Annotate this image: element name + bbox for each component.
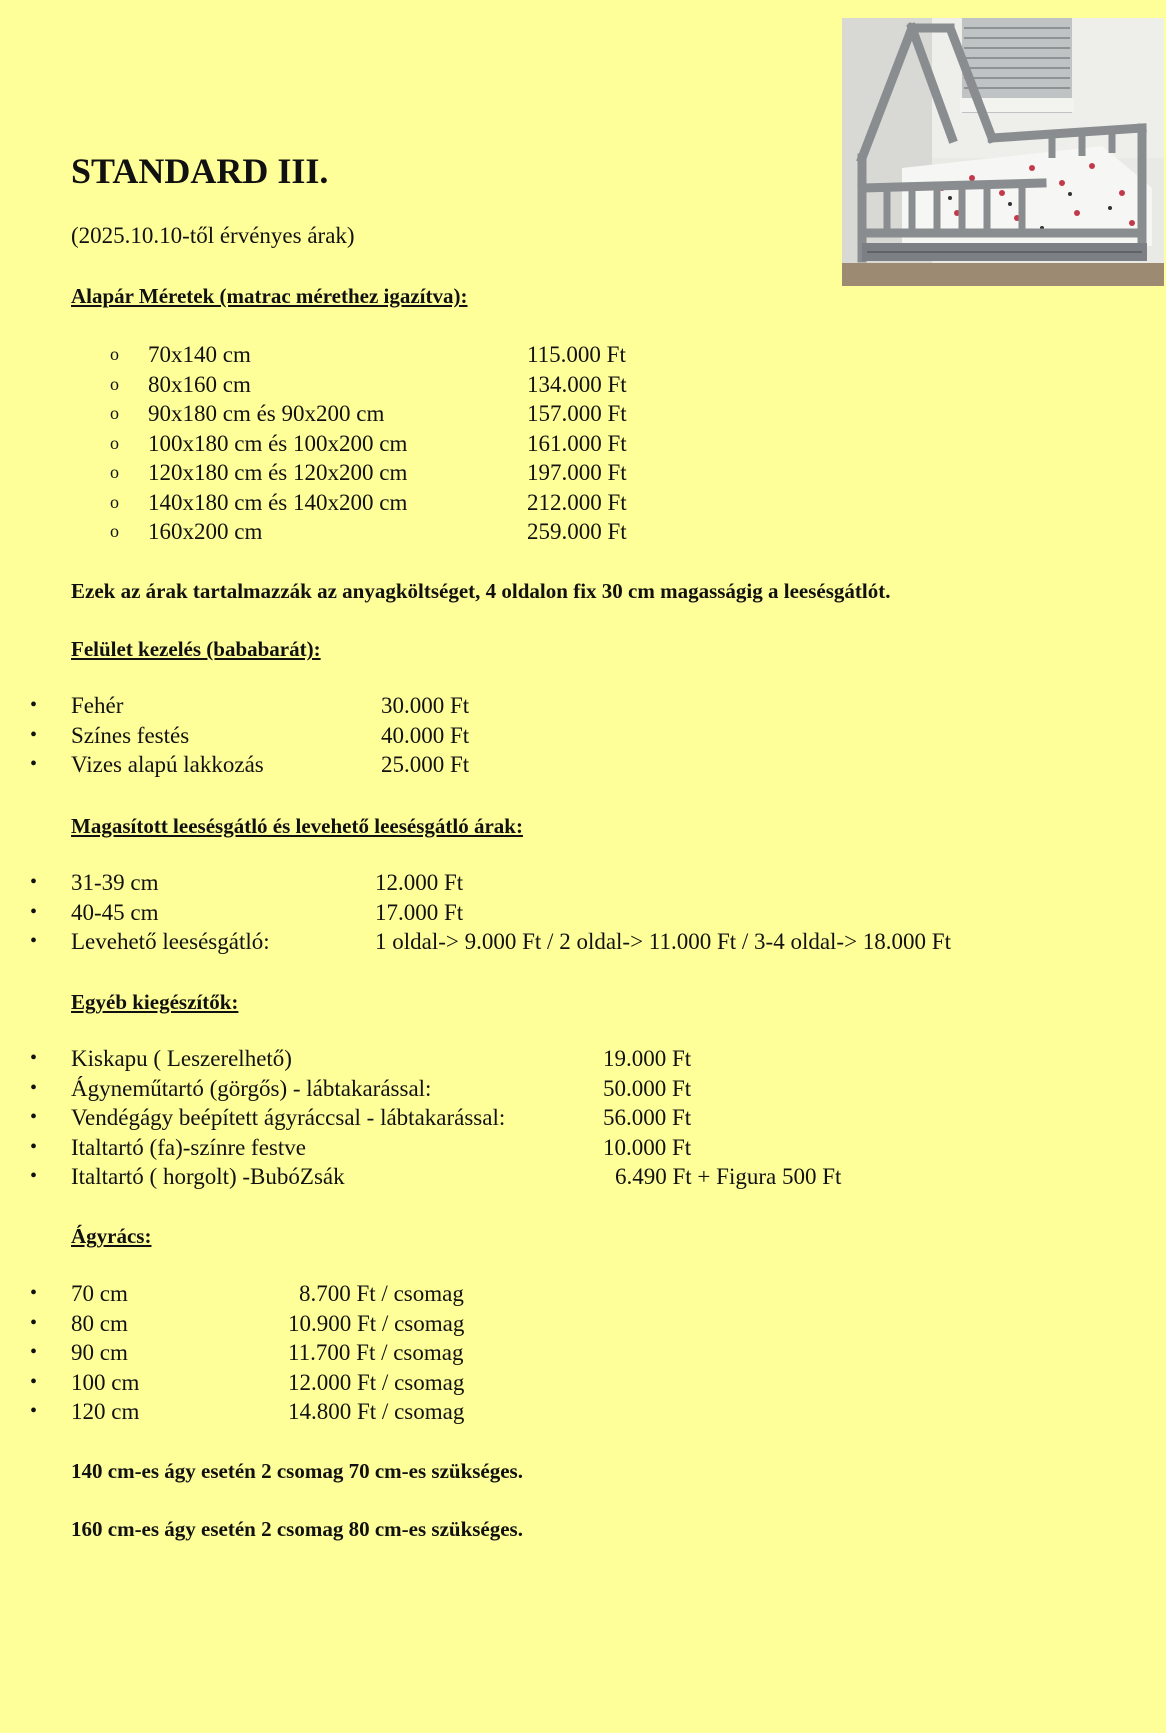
slats-note-160: 160 cm-es ágy esetén 2 csomag 80 cm-es szükséges. xyxy=(71,1517,523,1541)
rails-heading: Magasított leesésgátló és levehető leesésgátló árak: xyxy=(71,814,523,838)
surface-heading: Felület kezelés (bababarát): xyxy=(71,637,321,661)
accessories-heading: Egyéb kiegészítők: xyxy=(71,990,239,1014)
slats-note-140: 140 cm-es ágy esetén 2 csomag 70 cm-es szükséges. xyxy=(71,1459,523,1483)
page-title: STANDARD III. xyxy=(71,151,329,191)
validity-note: (2025.10.10-től érvényes árak) xyxy=(71,223,355,248)
slats-heading: Ágyrács: xyxy=(71,1224,152,1248)
base-prices-note: Ezek az árak tartalmazzák az anyagköltséget, 4 oldalon fix 30 cm magasságig a leesésgátlót. xyxy=(71,579,891,603)
price-list-page: STANDARD III. (2025.10.10-től érvényes árak) Alapár Méretek (matrac mérethez igazítva): o 70x140 cm 115.000 Ft o 80x160 cm 134.000 Ft o 90x180 cm és 90x200 cm 157.000 Ft o 100x180 cm és 100x200 cm 161.000 Ft o 120x180 cm és 120x200 cm 197.000 Ft o 140x180 cm és 140x200 cm 212.000 Ft o 160x200 cm 259.000 Ft Ezek az árak tartalmazzák az anyagköltséget, 4 oldalon fix 30 cm magasságig a leesésgátlót. Felület kezelés (bababarát): • Fehér 30.000 Ft • Színes festés 40.000 Ft • Vizes alapú lakkozás 25.000 Ft Magasított leesésgátló és levehető leesésgátló árak: • 31-39 cm 12.000 Ft • 40-45 cm 17.000 Ft • Levehető leesésgátló: 1 oldal-> 9.000 Ft / 2 oldal-> 11.000 Ft / 3-4 oldal-> 18.000 Ft Egyéb kiegészítők: • Kiskapu ( Leszerelhető) 19.000 Ft • Ágyneműtartó (görgős) - lábtakarással: 50.000 Ft • Vendégágy beépített ágyráccsal - lábtakarással: 56.000 Ft • Italtartó (fa)-színre festve 10.000 Ft • Italtartó ( horgolt) -BubóZsák 6.490 Ft + Figura 500 Ft Ágyrács: • 70 cm 8.700 Ft / csomag • 80 cm 10.900 Ft / csomag • 90 cm 11.700 Ft / csomag • 100 cm 12.000 Ft / csomag • 120 cm 14.800 Ft / csomag 140 cm-es ágy esetén 2 csomag 70 cm-es szükséges. 160 cm-es ágy esetén 2 csomag 80 cm-es szükséges. xyxy=(0,0,1166,1733)
base-prices-heading: Alapár Méretek (matrac mérethez igazítva): xyxy=(71,284,468,308)
bed-photo xyxy=(842,18,1164,286)
